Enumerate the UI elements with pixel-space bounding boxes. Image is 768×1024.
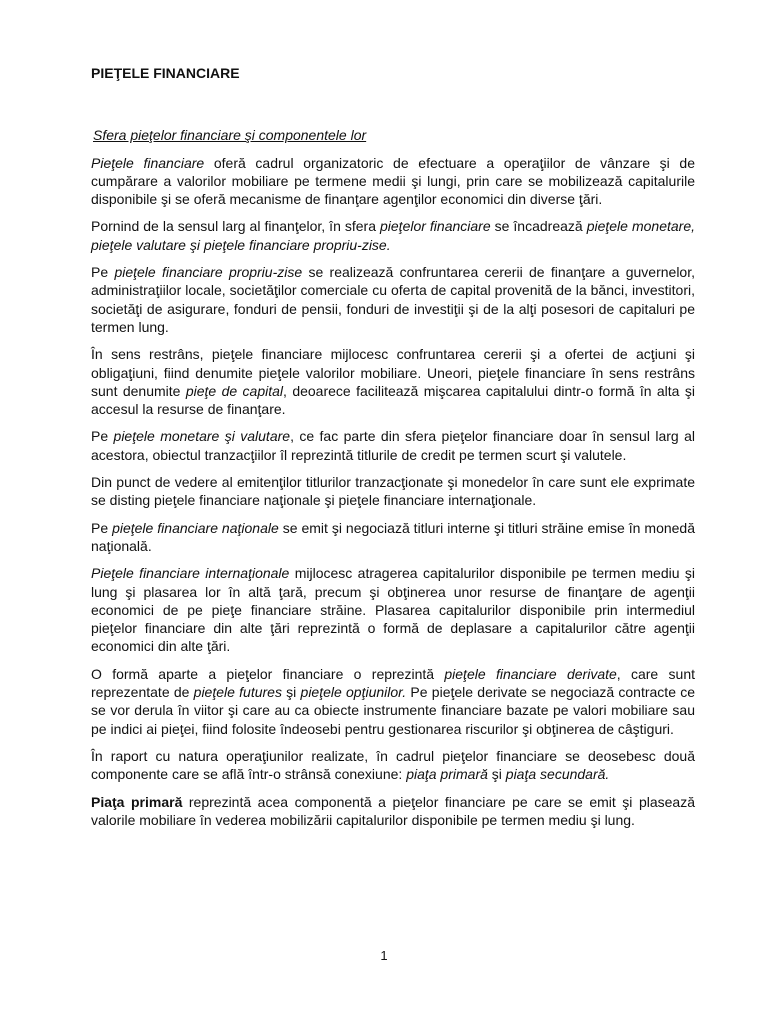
run: pieţele financiare derivate <box>444 665 617 682</box>
run: reprezintă acea componentă a pieţelor financiare pe care se emit şi plasează valorile mobiliare în vederea mobilizării capitalurilor disponibile pe termen mediu şi lung. <box>91 793 695 828</box>
run: oferă cadrul organizatoric de efectuare a operaţiilor de vânzare şi de cumpărare a valorilor mobiliare pe termene medii şi lungi, prin care se mobilizează capitalurile disponibile şi se oferă mecanisme de finanţare agenţilor economici din diverse ţări. <box>91 154 695 208</box>
document-title: PIEŢELE FINANCIARE <box>91 65 240 81</box>
run: pieţele monetare, pieţele valutare şi pieţele financiare propriu-zise. <box>91 218 695 253</box>
run: În raport cu natura operaţiunilor realizate, în cadrul pieţelor financiare se deosebesc două componente care se află într-o strânsă conexiune: <box>91 747 695 783</box>
run: se realizează confruntarea cererii de finanţare a guvernelor, administraţiilor locale, societăţilor comerciale cu oferta de capital provenită de la bănci, investitori, societăţi de asigurare, fonduri de pensii, fonduri de investiţii şi de la alţi posesori de capitaluri pe termen lung. <box>91 264 695 335</box>
paragraph-11 <box>91 793 695 830</box>
document-page <box>91 64 695 838</box>
paragraph-10 <box>91 747 695 784</box>
run: se emit şi negociază titluri interne şi titluri străine emise în monedă naţională. <box>91 519 695 554</box>
run: , ce fac parte din sfera pieţelor financiare doar în sensul larg al acestora, obiectul tranzacţiilor îl reprezintă titlurile de credit pe termen scurt şi valutele. <box>91 428 695 463</box>
paragraph-9 <box>91 665 695 738</box>
section-subtitle: Sfera pieţelor financiare şi componentele lor <box>93 127 367 144</box>
run: pieţele financiare propriu-zise <box>114 264 303 281</box>
run: Pe <box>91 519 113 536</box>
run: pieţele financiare naţionale <box>112 519 279 536</box>
run: O formă aparte a pieţelor financiare o reprezintă <box>91 665 445 682</box>
paragraph-5 <box>91 427 695 464</box>
run: se încadrează <box>490 218 587 235</box>
run: pieţele futures <box>193 684 282 701</box>
run: , deoarece facilitează mişcarea capitalului dintr-o formă în alta şi accesul la resurse de finanţare. <box>91 382 695 418</box>
run: Pe <box>91 264 115 281</box>
run: Pornind de la sensul larg al finanţelor, în sfera <box>91 218 380 235</box>
run: Piaţa primară <box>91 793 183 810</box>
paragraph-3 <box>91 263 695 336</box>
run: , care sunt reprezentate de <box>91 665 696 701</box>
run: pieţelor financiare <box>380 218 491 235</box>
paragraph-1 <box>91 154 695 209</box>
run: Din punct de vedere al emitenţilor titlurilor tranzacţionate şi monedelor în care sunt ele exprimate se disting pieţele financiare naţionale şi pieţele financiare internaţionale. <box>91 474 695 509</box>
paragraph-2 <box>91 217 695 254</box>
run: Pe pieţele derivate se negociază contracte ce se vor derula în viitor şi care au ca obiecte instrumente financiare bazate pe valori mobiliare sau pe indici ai pieţei, fiind folosite îndeosebi pentru gestionarea riscurilor şi obţinerea de câştiguri. <box>91 684 695 737</box>
run: pieţele opţiunilor. <box>300 684 407 701</box>
run: Pieţele financiare internaţionale <box>91 565 290 582</box>
run: mijlocesc atragerea capitalurilor disponibile pe termen mediu şi lung şi plasarea lor în altă ţară, precum şi obţinerea unor resurse de finanţare de agenţii economici de pe pieţe financiare străine. Plasarea capitalurilor disponibile prin intermediul pieţelor financiare din alte ţări reprezintă o formă de deplasare a capitalurilor către agenţii economici din alte ţări. <box>91 565 695 655</box>
paragraph-4 <box>91 345 695 418</box>
run: Pieţele financiare <box>91 154 205 171</box>
run: În sens restrâns, pieţele financiare mijlocesc confruntarea cererii şi a ofertei de acţiuni şi obligaţiuni, fiind denumite pieţele valorilor mobiliare. Uneori, pieţele financiare în sens restrâns sunt denumite <box>91 346 695 399</box>
run: pieţele monetare şi valutare <box>113 428 291 445</box>
run: şi <box>487 766 506 783</box>
paragraph-6 <box>91 473 695 510</box>
run: piaţa secundară. <box>505 766 610 783</box>
run: şi <box>281 684 301 701</box>
run: Pe <box>91 428 114 445</box>
paragraph-8 <box>91 564 695 655</box>
run: piaţa primară <box>406 766 488 783</box>
paragraph-7 <box>91 519 695 556</box>
run: pieţe de capital <box>185 382 284 399</box>
page-number: 1 <box>380 948 388 963</box>
